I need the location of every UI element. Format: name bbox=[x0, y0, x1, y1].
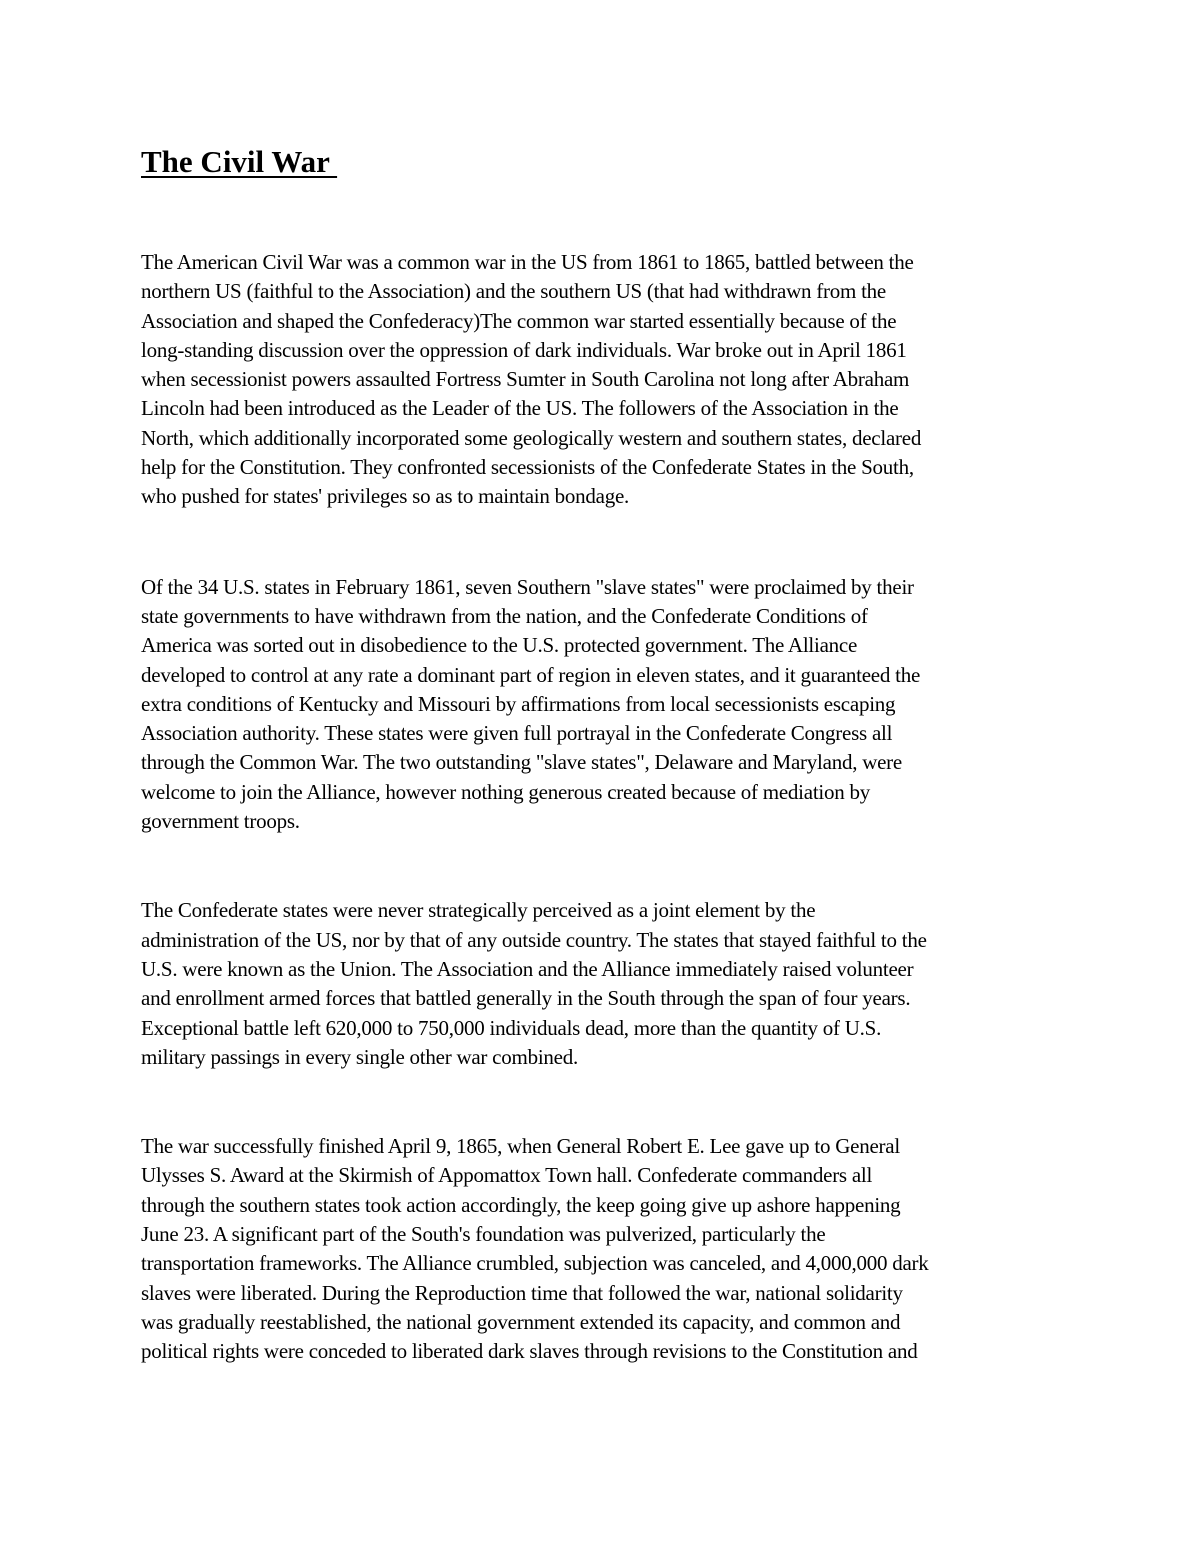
text-line: was gradually reestablished, the national government extended its capacity, and common and bbox=[141, 1309, 901, 1334]
text-line: government troops. bbox=[141, 809, 300, 834]
paragraph-3 bbox=[141, 896, 1056, 1072]
paragraph-1 bbox=[141, 248, 1056, 512]
text-line: long-standing discussion over the oppression of dark individuals. War broke out in April 1861 bbox=[141, 337, 907, 362]
text-line: extra conditions of Kentucky and Missouri by affirmations from local secessionists escaping bbox=[141, 691, 896, 716]
text-line: administration of the US, nor by that of any outside country. The states that stayed faithful to the bbox=[141, 927, 927, 952]
paragraph-4 bbox=[141, 1132, 1056, 1366]
document-title: The Civil War bbox=[141, 144, 338, 179]
text-line: Exceptional battle left 620,000 to 750,000 individuals dead, more than the quantity of U.S. bbox=[141, 1015, 882, 1040]
text-line: slaves were liberated. During the Reproduction time that followed the war, national solidarity bbox=[141, 1280, 903, 1305]
text-line: welcome to join the Alliance, however nothing generous created because of mediation by bbox=[141, 779, 870, 804]
text-line: The war successfully finished April 9, 1865, when General Robert E. Lee gave up to General bbox=[141, 1134, 900, 1159]
text-line: The Confederate states were never strategically perceived as a joint element by the bbox=[141, 898, 816, 923]
text-line: through the Common War. The two outstanding "slave states", Delaware and Maryland, were bbox=[141, 750, 902, 775]
text-line: developed to control at any rate a dominant part of region in eleven states, and it guaranteed the bbox=[141, 662, 921, 687]
text-line: North, which additionally incorporated some geologically western and southern states, declared bbox=[141, 425, 922, 450]
text-line: help for the Constitution. They confronted secessionists of the Confederate States in the South, bbox=[141, 455, 914, 480]
text-line: state governments to have withdrawn from the nation, and the Confederate Conditions of bbox=[141, 603, 868, 628]
text-line: political rights were conceded to liberated dark slaves through revisions to the Constitution and bbox=[141, 1339, 918, 1364]
text-line: America was sorted out in disobedience to the U.S. protected government. The Alliance bbox=[141, 633, 858, 658]
text-line: Association authority. These states were given full portrayal in the Confederate Congress all bbox=[141, 721, 893, 746]
text-line: and enrollment armed forces that battled generally in the South through the span of four years. bbox=[141, 986, 911, 1011]
text-line: Association and shaped the Confederacy)The common war started essentially because of the bbox=[141, 308, 897, 333]
text-line: The American Civil War was a common war in the US from 1861 to 1865, battled between the bbox=[141, 250, 914, 274]
paragraph-2 bbox=[141, 573, 1056, 837]
text-line: transportation frameworks. The Alliance crumbled, subjection was canceled, and 4,000,000 dark bbox=[141, 1251, 929, 1276]
text-line: who pushed for states' privileges so as to maintain bondage. bbox=[141, 484, 630, 509]
text-line: military passings in every single other war combined. bbox=[141, 1044, 578, 1069]
text-line: Lincoln had been introduced as the Leader of the US. The followers of the Association in the bbox=[141, 396, 899, 421]
text-line: U.S. were known as the Union. The Association and the Alliance immediately raised volunteer bbox=[141, 956, 914, 981]
text-line: when secessionist powers assaulted Fortress Sumter in South Carolina not long after Abraham bbox=[141, 367, 910, 392]
text-line: Ulysses S. Award at the Skirmish of Appomattox Town hall. Confederate commanders all bbox=[141, 1163, 873, 1188]
text-line: through the southern states took action accordingly, the keep going give up ashore happening bbox=[141, 1192, 901, 1217]
text-line: northern US (faithful to the Association) and the southern US (that had withdrawn from the bbox=[141, 279, 887, 304]
text-line: Of the 34 U.S. states in February 1861, seven Southern "slave states" were proclaimed by their bbox=[141, 574, 914, 599]
text-line: June 23. A significant part of the South's foundation was pulverized, particularly the bbox=[141, 1222, 826, 1247]
document-body bbox=[141, 140, 1056, 1367]
